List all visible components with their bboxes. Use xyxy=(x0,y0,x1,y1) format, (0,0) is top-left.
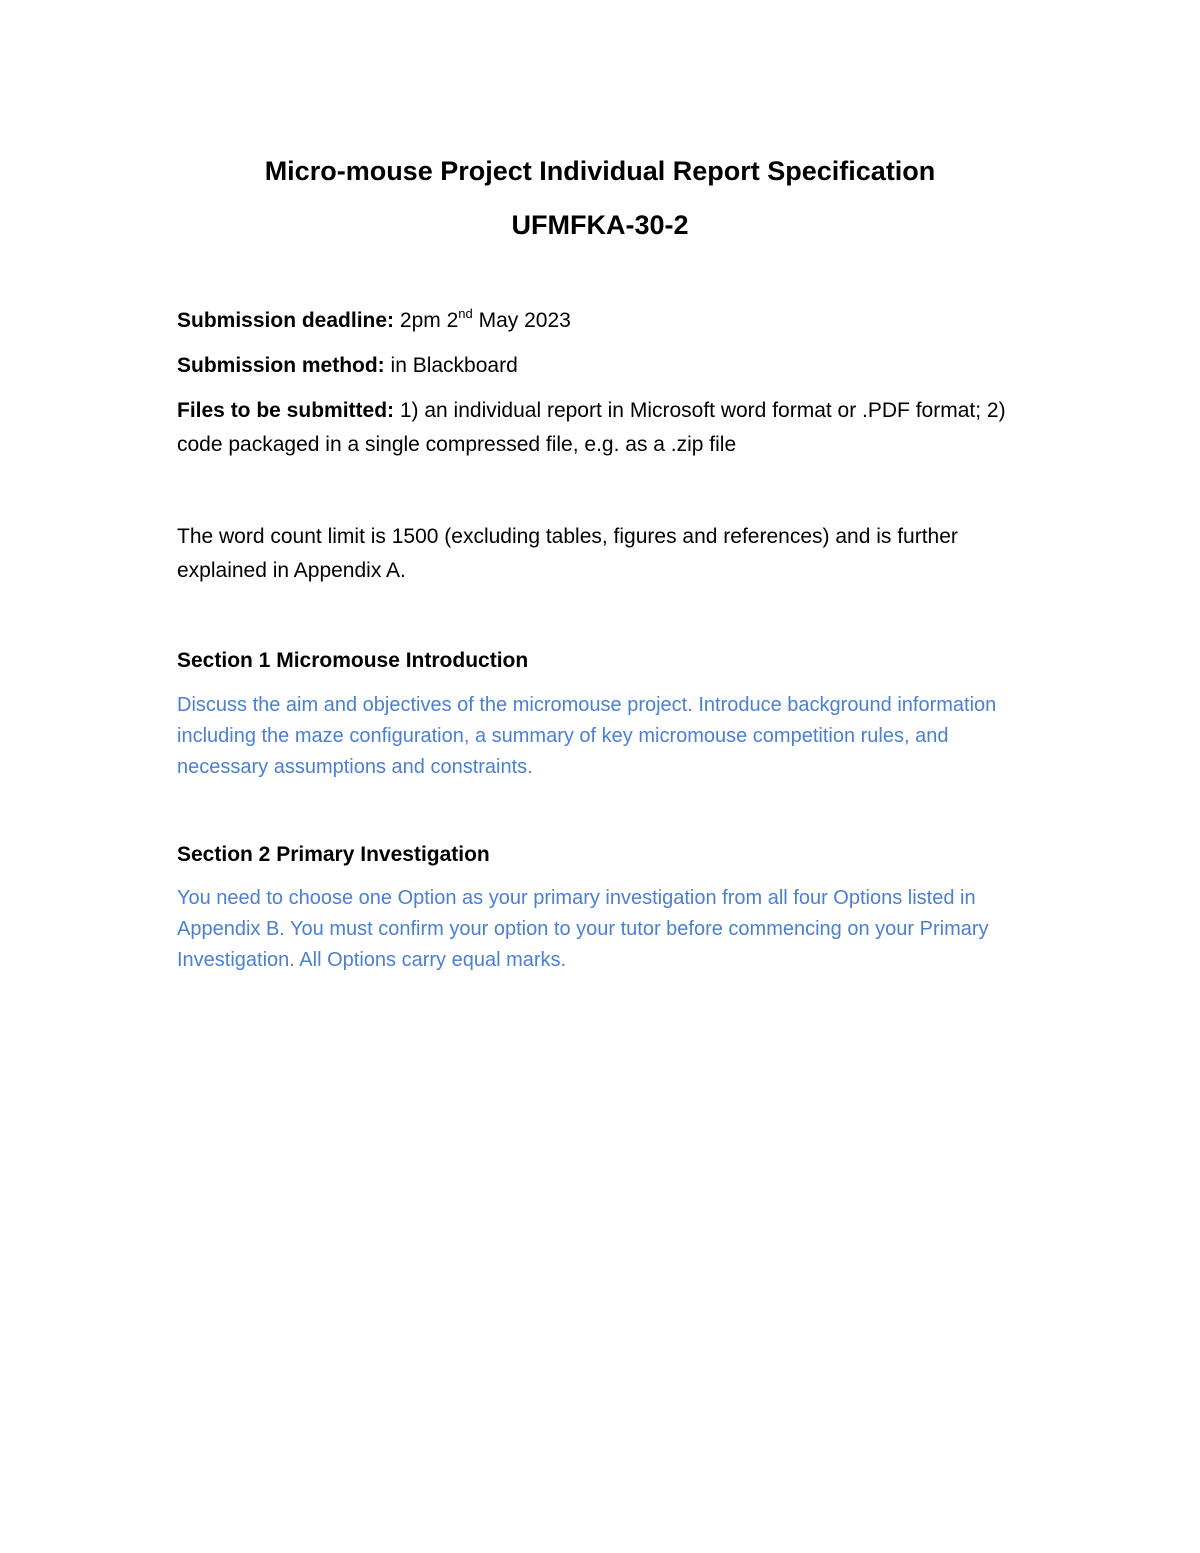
section-1-heading: Section 1 Micromouse Introduction xyxy=(177,649,529,672)
submission-deadline-value-post: May 2023 xyxy=(478,309,571,332)
section-2-heading: Section 2 Primary Investigation xyxy=(177,843,490,866)
word-count-note: The word count limit is 1500 (excluding tables, figures and references) and is further explained in Appendix A. xyxy=(177,525,958,582)
submission-method-label: Submission method: xyxy=(177,354,385,377)
section-1-guidance: Discuss the aim and objectives of the micromouse project. Introduce background information including the maze configuration, a summary of key micromouse competition rules, and necessary assumptions and constraints. xyxy=(177,694,997,778)
submission-deadline-value-pre: 2pm 2 xyxy=(399,309,459,332)
section-2-guidance: You need to choose one Option as your primary investigation from all four Options listed in Appendix B. You must confirm your option to your tutor before commencing on your Primary Investigation. All Options carry equal marks. xyxy=(177,887,989,971)
submission-deadline-ordinal: nd xyxy=(458,306,473,321)
files-to-submit xyxy=(177,394,1037,462)
submission-method xyxy=(177,349,1037,383)
submission-deadline xyxy=(177,304,1037,338)
submission-deadline-label: Submission deadline: xyxy=(177,309,395,332)
submission-method-value: in Blackboard xyxy=(390,354,518,377)
files-to-submit-value: 1) an individual report in Microsoft word format or .PDF format; 2) code packaged in a single compressed file, e.g. as a .zip file xyxy=(177,399,1006,456)
files-to-submit-label: Files to be submitted: xyxy=(177,399,395,422)
module-code: UFMFKA-30-2 xyxy=(511,210,689,240)
submission-deadline-value xyxy=(399,306,571,332)
document-title: Micro-mouse Project Individual Report Specification xyxy=(264,156,936,186)
